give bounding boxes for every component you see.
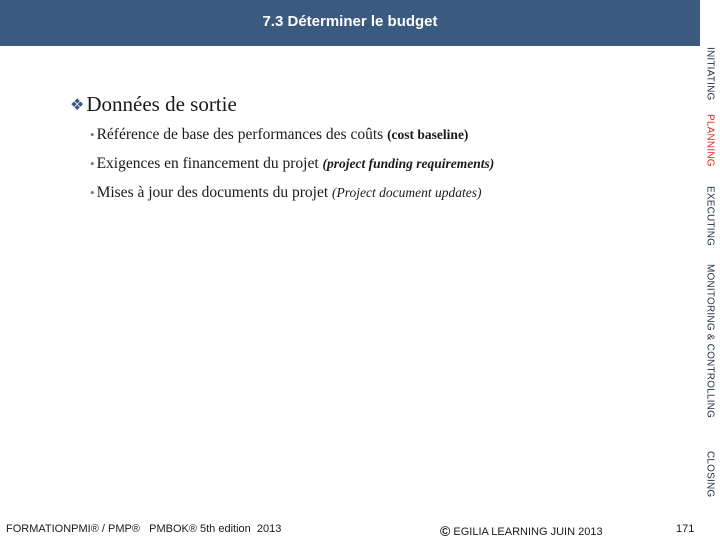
- copyright-icon: ©: [440, 523, 451, 539]
- phase-planning: [700, 112, 720, 168]
- page-number: 171: [676, 523, 695, 535]
- phase-label: INITIATING: [704, 47, 716, 101]
- phase-label: CLOSING: [704, 450, 716, 498]
- bullet-text-fr: Mises à jour des documents du projet: [96, 184, 329, 201]
- bullet-text-en: (cost baseline): [387, 127, 469, 142]
- phase-closing: [700, 446, 720, 502]
- phase-monitoring-controlling: [700, 256, 720, 426]
- bullet-dot-icon: •: [90, 156, 95, 171]
- bullet-item: [90, 153, 494, 182]
- footer-copyright: [440, 523, 603, 539]
- phase-label: PLANNING: [704, 113, 716, 167]
- footer-course-info: FORMATIONPMI® / PMP® PMBOK® 5th edition 2013: [6, 523, 282, 535]
- bullet-text-en: (project funding requirements): [322, 156, 495, 171]
- bullet-text-en: (Project document updates): [332, 185, 482, 200]
- phase-executing: [700, 184, 720, 248]
- title-bar: [0, 0, 700, 46]
- phase-sidebar: [700, 46, 720, 540]
- bullet-item: [90, 124, 494, 153]
- diamond-bullet-icon: ❖: [70, 95, 85, 114]
- phase-label: EXECUTING: [704, 185, 716, 247]
- bullet-item: [90, 182, 494, 211]
- bullet-dot-icon: •: [90, 185, 95, 200]
- bullet-text-fr: Exigences en financement du projet: [96, 155, 319, 172]
- footer-company: EGILIA LEARNING JUIN 2013: [453, 526, 603, 538]
- slide-title: 7.3 Déterminer le budget: [262, 13, 438, 30]
- phase-label: MONITORING & CONTROLLING: [704, 263, 716, 419]
- footer: [0, 519, 720, 540]
- heading-text: Données de sortie: [86, 92, 237, 116]
- bullet-text-fr: Référence de base des performances des coûts: [96, 126, 384, 143]
- phase-initiating: [700, 46, 720, 102]
- bullet-dot-icon: •: [90, 127, 95, 142]
- bullet-list: [90, 124, 494, 211]
- section-heading: [70, 92, 237, 117]
